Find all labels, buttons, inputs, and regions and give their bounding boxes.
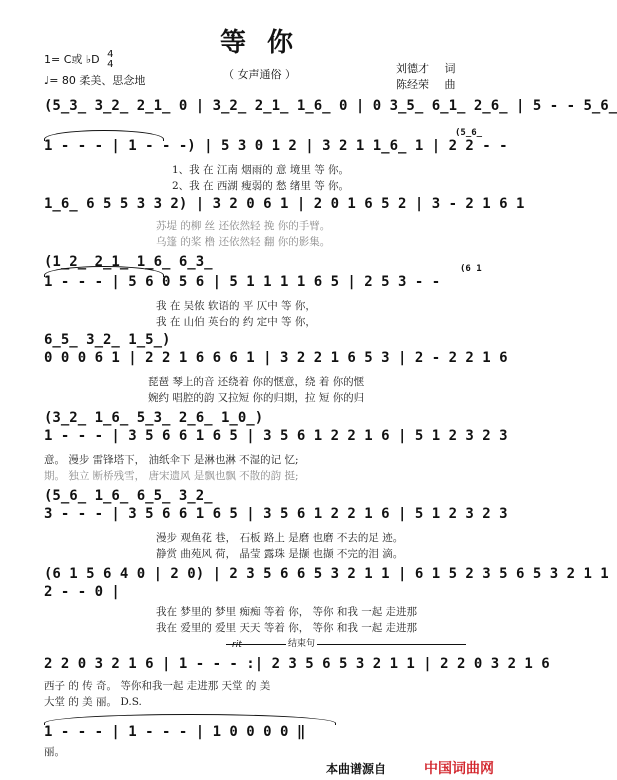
lyric-row-9-v1: 丽。 — [44, 746, 65, 758]
notation-row-5-pre: 6̲5̲ 3̲2̲ 1̲5̲) — [44, 332, 171, 348]
tempo-marking: ♩= 80 柔美、思念地 — [44, 74, 146, 87]
lyric-row-3-v1: 我 在 吴侬 软语的 平 仄中 等 你， — [156, 300, 316, 312]
notation-row-5: 0 0 0 6 1 | 2 2 1 6 6 6 1 | 3 2 2 1 6 5 3 | 2 - 2 2 1 6 — [44, 350, 508, 366]
lyric-row-8-v2: 大堂 的 美 丽。 D.S. — [44, 696, 142, 708]
song-subtitle: （ 女声通俗 ） — [223, 68, 296, 81]
notation-row-9: 2 2 0 3 2 1 6 | 1 - - - :| 2 3 5 6 5 3 2 1 1 | 2 2 0 3 2 1 6 — [44, 656, 550, 672]
ending-label: 结束句 — [286, 636, 317, 649]
lyric-row-1-v1: 1、我 在 江南 烟雨的 意 境里 等 你。 — [172, 164, 350, 176]
lyric-row-2-v1: 苏堤 的柳 丝 还依然轻 挽 你的手臂。 — [156, 220, 331, 232]
key-text: 1= C或 ♭D — [44, 53, 100, 66]
ending-bracket — [226, 644, 466, 645]
notation-row-4: 1 - - - | 5 6 0 5 6 | 5 1 1 1 1 6 5 | 2 5 3 - - — [44, 274, 441, 290]
time-bottom: 4 — [107, 59, 114, 70]
notation-row-8: 2 - - 0 | — [44, 584, 120, 600]
pickup-tag: (5̲6̲ — [455, 128, 483, 138]
notation-row-6: 1 - - - | 3 5 6 6 1 6 5 | 3 5 6 1 2 2 1 6 | 5 1 2 3 2 3 — [44, 428, 508, 444]
lyric-row-7-v1: 我在 梦里的 梦里 痴痴 等着 你， 等你 和我 一起 走进那 — [156, 606, 418, 618]
site-watermark: 中国词曲网 — [424, 761, 494, 777]
lyric-row-4-v1: 琵琶 琴上的音 还绕着 你的惬意，绕 着 你的惬 — [148, 376, 365, 388]
lyricist-credit — [396, 60, 456, 76]
lyric-row-5-v1: 意。 漫步 雷锋塔下， 油纸伞下 是淋也淋 不湿的记 忆; — [44, 454, 299, 466]
lyric-row-8-v1: 西子 的 传 奇。 等你和我一起 走进那 天堂 的 美 — [44, 680, 271, 692]
notation-row-6-pre: (3̲2̲ 1̲6̲ 5̲3̲ 2̲6̲ 1̲0̲) — [44, 410, 264, 426]
notation-row-10: 1 - - - | 1 - - - | 1 0 0 0 0 ‖ — [44, 724, 306, 740]
lyric-row-7-v2: 我在 爱里的 爱里 天天 等着 你， 等你 和我 一起 走进那 — [156, 622, 418, 634]
composer-name: 陈经荣 — [396, 78, 429, 91]
rit-marking: rit — [232, 640, 242, 650]
lyric-row-3-v2: 我 在 山伯 英台的 约 定中 等 你， — [156, 316, 316, 328]
lyric-row-1-v2: 2、我 在 西湖 瘦弱的 愁 绪里 等 你。 — [172, 180, 350, 192]
lyric-row-5-v2: 期。 独立 断桥残雪， 唐宋遗风 是飘也飘 不散的韵 挺; — [44, 470, 299, 482]
notation-row-7-pre: (5̲6̲ 1̲6̲ 6̲5̲ 3̲2̲ — [44, 488, 213, 504]
time-signature — [107, 50, 113, 70]
notation-row-8-pre: (6 1 5 6 4 0 | 2 0) | 2 3 5 6 6 5 3 2 1 1 | 6 1 5 2 3 5 6 5 3 2 1 1 — [44, 566, 609, 582]
composer-credit — [396, 76, 456, 92]
notation-row-1: (5̲3̲ 3̲2̲ 2̲1̲ 0 | 3̲2̲ 2̲1̲ 1̲6̲ 0 | 0 3̲5̲ 6̲1̲ 2̲6̲ | 5 - - 5̲6̲ — [44, 98, 617, 114]
lyricist-role: 词 — [444, 62, 456, 75]
notation-row-4-pre: (1̲2̲ 2̲1̲ 1̲6̲ 6̲3̲ — [44, 254, 213, 270]
lyric-row-6-v2: 静赏 曲苑风 荷， 晶莹 露珠 是撷 也撷 不完的泪 滴。 — [156, 548, 404, 560]
key-signature — [44, 50, 113, 70]
time-top: 4 — [107, 49, 114, 60]
composer-role: 曲 — [444, 78, 456, 91]
notation-row-2: 1 - - - | 1 - - -) | 5 3 0 1 2 | 3 2 1 1̲6̲ 1 | 2 2 - - — [44, 138, 508, 154]
pickup-tag: (6 1 — [460, 264, 482, 274]
notation-row-7: 3 - - - | 3 5 6 6 1 6 5 | 3 5 6 1 2 2 1 6 | 5 1 2 3 2 3 — [44, 506, 508, 522]
notation-row-3: 1̲6̲ 6 5 5 3 3 2) | 3 2 0 6 1 | 2 0 1 6 5 2 | 3 - 2 1 6 1 — [44, 196, 525, 212]
song-title: 等 你 — [219, 28, 300, 58]
lyric-row-6-v1: 漫步 观鱼花 巷， 石板 路上 是磨 也磨 不去的足 迹。 — [156, 532, 404, 544]
lyric-row-2-v2: 乌篷 的桨 橹 还依然轻 翻 你的影集。 — [156, 236, 331, 248]
source-label: 本曲谱源自 — [326, 762, 387, 776]
lyric-row-4-v2: 婉约 唱腔的韵 又拉短 你的归期，拉 短 你的归 — [148, 392, 365, 404]
lyricist-name: 刘德才 — [396, 62, 429, 75]
